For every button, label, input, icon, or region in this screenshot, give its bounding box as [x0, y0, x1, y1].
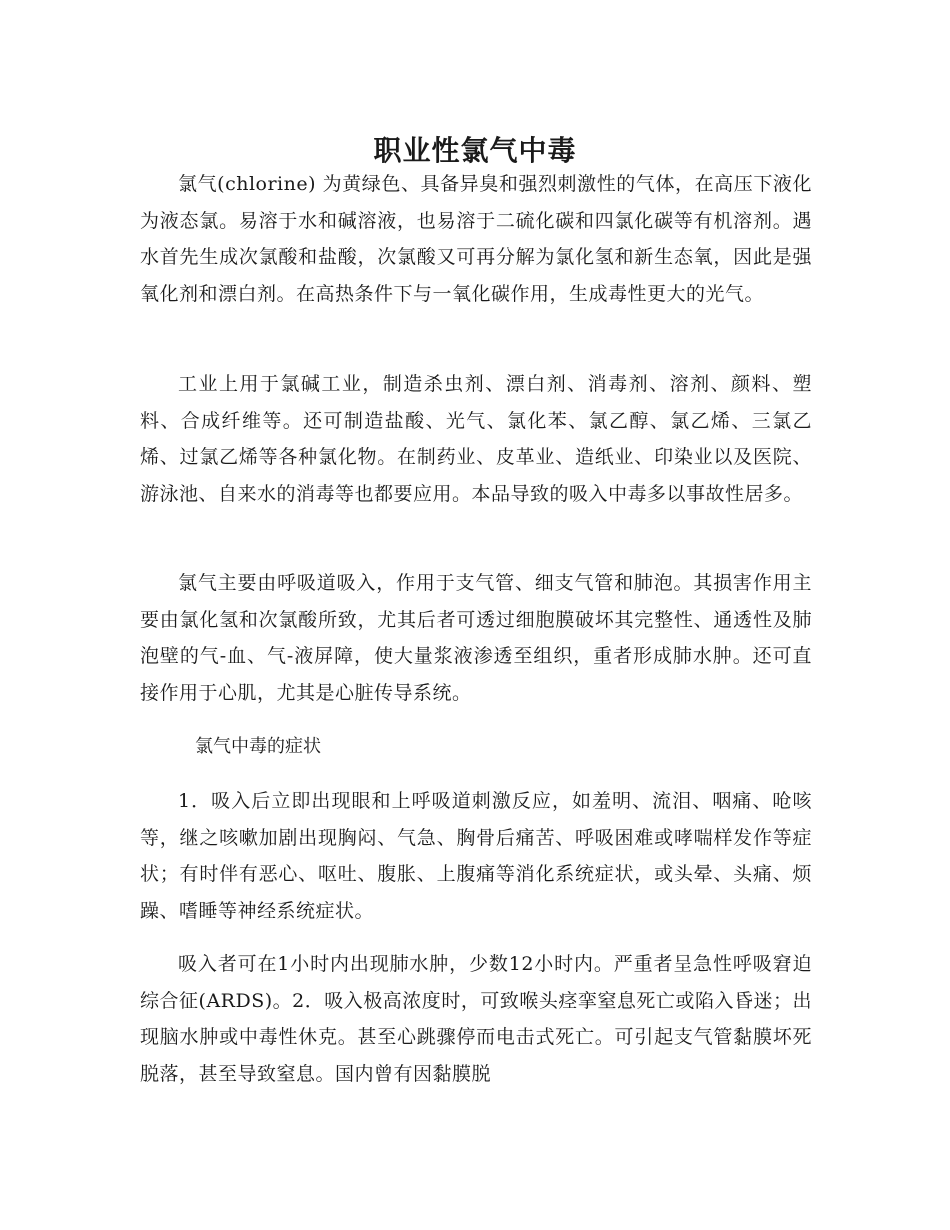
paragraph-symptom-2: 吸入者可在1小时内出现肺水肿，少数12小时内。严重者呈急性呼吸窘迫综合征(ARDS)。2．吸入极高浓度时，可致喉头痉挛窒息死亡或陷入昏迷；出现脑水肿或中毒性休克。甚至心跳骤停而电击式死亡。可引起支气管黏膜坏死脱落，甚至导致窒息。国内曾有因黏膜脱 — [140, 953, 812, 1085]
document-title: 职业性氯气中毒 — [373, 133, 577, 167]
paragraph-symptom-1: 1．吸入后立即出现眼和上呼吸道刺激反应，如羞明、流泪、咽痛、呛咳等，继之咳嗽加剧出现胸闷、气急、胸骨后痛苦、呼吸困难或哮喘样发作等症状；有时伴有恶心、呕吐、腹胀、上腹痛等消化系统症状，或头晕、头痛、烦躁、嗜睡等神经系统症状。 — [140, 790, 812, 922]
section-heading-symptoms: 氯气中毒的症状 — [195, 736, 321, 757]
paragraph-toxic-mechanism: 氯气主要由呼吸道吸入，作用于支气管、细支气管和肺泡。其损害作用主要由氯化氢和次氯酸所致，尤其后者可透过细胞膜破坏其完整性、通透性及肺泡壁的气-血、气-液屏障，使大量浆液渗透至组织，重者形成肺水肿。还可直接作用于心肌，尤其是心脏传导系统。 — [140, 572, 812, 704]
paragraph-industrial-uses: 工业上用于氯碱工业，制造杀虫剂、漂白剂、消毒剂、溶剂、颜料、塑料、合成纤维等。还可制造盐酸、光气、氯化苯、氯乙醇、氯乙烯、三氯乙烯、过氯乙烯等各种氯化物。在制药业、皮革业、造纸业、印染业以及医院、游泳池、自来水的消毒等也都要应用。本品导致的吸入中毒多以事故性居多。 — [140, 373, 812, 505]
paragraph-chlorine-properties: 氯气(chlorine) 为黄绿色、具备异臭和强烈刺激性的气体，在高压下液化为液态氯。易溶于水和碱溶液，也易溶于二硫化碳和四氯化碳等有机溶剂。遇水首先生成次氯酸和盐酸，次氯酸又可再分解为氯化氢和新生态氧，因此是强氧化剂和漂白剂。在高热条件下与一氧化碳作用，生成毒性更大的光气。 — [140, 173, 812, 305]
